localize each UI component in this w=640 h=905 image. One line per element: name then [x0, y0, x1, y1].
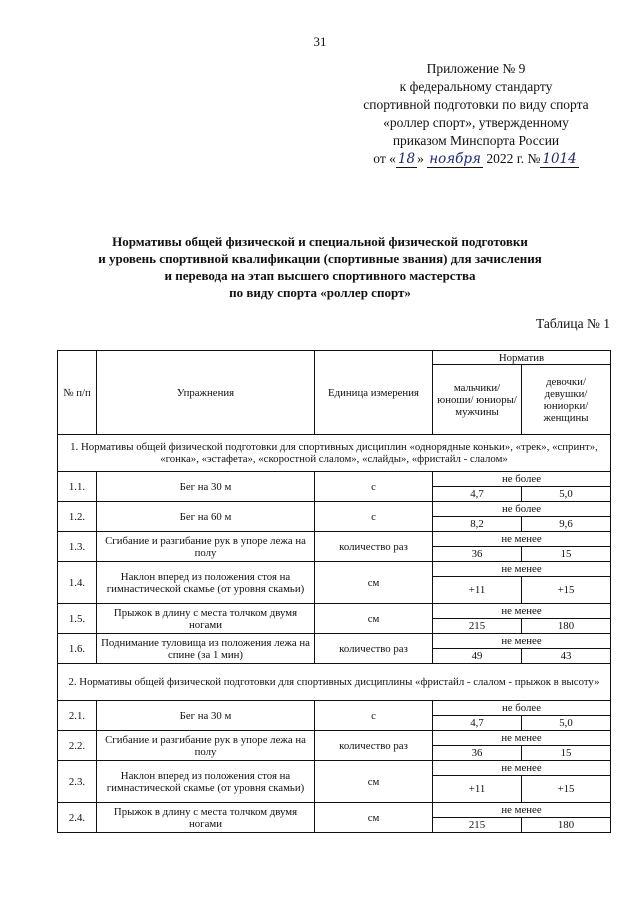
row-number: 2.2.: [58, 731, 97, 761]
order-date: [340, 150, 612, 168]
table-row: [58, 761, 611, 776]
unit: см: [315, 562, 433, 604]
section-heading: 1. Нормативы общей физической подготовки для спортивных дисциплин «однорядные коньки», «трек», «спринт», «гонка», «эстафета», «скоростной слалом», «слайды», «фристайл - слалом»: [58, 435, 611, 472]
value-boys: 36: [433, 547, 522, 562]
title-line: и перевода на этап высшего спортивного мастерства: [164, 268, 476, 283]
handwritten-number: 1014: [542, 151, 577, 167]
value-boys: 4,7: [433, 716, 522, 731]
row-number: 1.4.: [58, 562, 97, 604]
value-boys: 49: [433, 649, 522, 664]
col-header-unit: Единица измерения: [315, 351, 433, 435]
norm-condition: не более: [433, 502, 611, 517]
row-number: 2.3.: [58, 761, 97, 803]
exercise-name: Бег на 30 м: [97, 472, 315, 502]
value-girls: 15: [522, 746, 611, 761]
header-line: к федеральному стандарту: [399, 79, 553, 94]
exercise-name: Сгибание и разгибание рук в упоре лежа на полу: [97, 731, 315, 761]
title-line: и уровень спортивной квалификации (спортивные звания) для зачисления: [98, 251, 542, 266]
col-header-number: № п/п: [58, 351, 97, 435]
exercise-name: Бег на 30 м: [97, 701, 315, 731]
page-number: 31: [313, 34, 327, 49]
value-girls: +15: [522, 577, 611, 604]
row-number: 1.3.: [58, 532, 97, 562]
document-title: [40, 233, 600, 301]
col-header-girls: девочки/ девушки/ юниорки/ женщины: [522, 365, 611, 435]
table-row: [58, 701, 611, 716]
section-row: [58, 435, 611, 472]
value-girls: 15: [522, 547, 611, 562]
value-boys: +11: [433, 776, 522, 803]
value-boys: 36: [433, 746, 522, 761]
header-line: Приложение № 9: [426, 61, 526, 76]
exercise-name: Прыжок в длину с места толчком двумя ногами: [97, 604, 315, 634]
table-row: [58, 472, 611, 487]
col-header-boys: мальчики/ юноши/ юниоры/ мужчины: [433, 365, 522, 435]
unit: см: [315, 803, 433, 833]
table-row: [58, 562, 611, 577]
unit: см: [315, 604, 433, 634]
norm-condition: не менее: [433, 604, 611, 619]
handwritten-month: ноября: [429, 151, 481, 167]
norm-condition: не более: [433, 472, 611, 487]
date-year: 2022 г. №: [486, 151, 541, 166]
norm-condition: не менее: [433, 532, 611, 547]
table-row: [58, 731, 611, 746]
norm-condition: не менее: [433, 761, 611, 776]
table-row: [58, 634, 611, 649]
col-header-exercise: Упражнения: [97, 351, 315, 435]
value-girls: 5,0: [522, 487, 611, 502]
value-girls: +15: [522, 776, 611, 803]
header-line: спортивной подготовки по виду спорта: [363, 97, 589, 112]
table-label: Таблица № 1: [536, 316, 610, 331]
date-mid: »: [417, 151, 424, 166]
unit: количество раз: [315, 634, 433, 664]
value-girls: 180: [522, 818, 611, 833]
appendix-header: [340, 60, 612, 168]
norm-condition: не менее: [433, 803, 611, 818]
value-girls: 5,0: [522, 716, 611, 731]
exercise-name: Прыжок в длину с места толчком двумя ногами: [97, 803, 315, 833]
date-prefix: от «: [373, 151, 396, 166]
header-line: «роллер спорт», утвержденному: [383, 115, 569, 130]
row-number: 1.6.: [58, 634, 97, 664]
unit: с: [315, 472, 433, 502]
value-boys: +11: [433, 577, 522, 604]
value-boys: 8,2: [433, 517, 522, 532]
value-girls: 9,6: [522, 517, 611, 532]
value-boys: 4,7: [433, 487, 522, 502]
norm-condition: не менее: [433, 562, 611, 577]
exercise-name: Наклон вперед из положения стоя на гимнастической скамье (от уровня скамьи): [97, 562, 315, 604]
norms-table: [57, 350, 611, 833]
title-line: по виду спорта «роллер спорт»: [229, 285, 411, 300]
unit: см: [315, 761, 433, 803]
norm-condition: не менее: [433, 634, 611, 649]
exercise-name: Сгибание и разгибание рук в упоре лежа на полу: [97, 532, 315, 562]
exercise-name: Поднимание туловища из положения лежа на спине (за 1 мин): [97, 634, 315, 664]
unit: с: [315, 701, 433, 731]
row-number: 1.5.: [58, 604, 97, 634]
exercise-name: Бег на 60 м: [97, 502, 315, 532]
handwritten-day: 18: [397, 151, 416, 167]
row-number: 2.1.: [58, 701, 97, 731]
section-heading: 2. Нормативы общей физической подготовки для спортивных дисциплины «фристайл - слалом - прыжок в высоту»: [58, 664, 611, 701]
norm-condition: не более: [433, 701, 611, 716]
exercise-name: Наклон вперед из положения стоя на гимнастической скамье (от уровня скамьи): [97, 761, 315, 803]
table-row: [58, 532, 611, 547]
table-row: [58, 604, 611, 619]
row-number: 2.4.: [58, 803, 97, 833]
header-line: приказом Минспорта России: [392, 133, 560, 148]
row-number: 1.2.: [58, 502, 97, 532]
value-boys: 215: [433, 818, 522, 833]
value-boys: 215: [433, 619, 522, 634]
row-number: 1.1.: [58, 472, 97, 502]
unit: количество раз: [315, 731, 433, 761]
table-row: [58, 502, 611, 517]
unit: количество раз: [315, 532, 433, 562]
section-row: [58, 664, 611, 701]
table-row: [58, 803, 611, 818]
value-girls: 43: [522, 649, 611, 664]
title-line: Нормативы общей физической и специальной физической подготовки: [112, 234, 528, 249]
col-header-norm: Норматив: [433, 351, 611, 365]
value-girls: 180: [522, 619, 611, 634]
norm-condition: не менее: [433, 731, 611, 746]
unit: с: [315, 502, 433, 532]
